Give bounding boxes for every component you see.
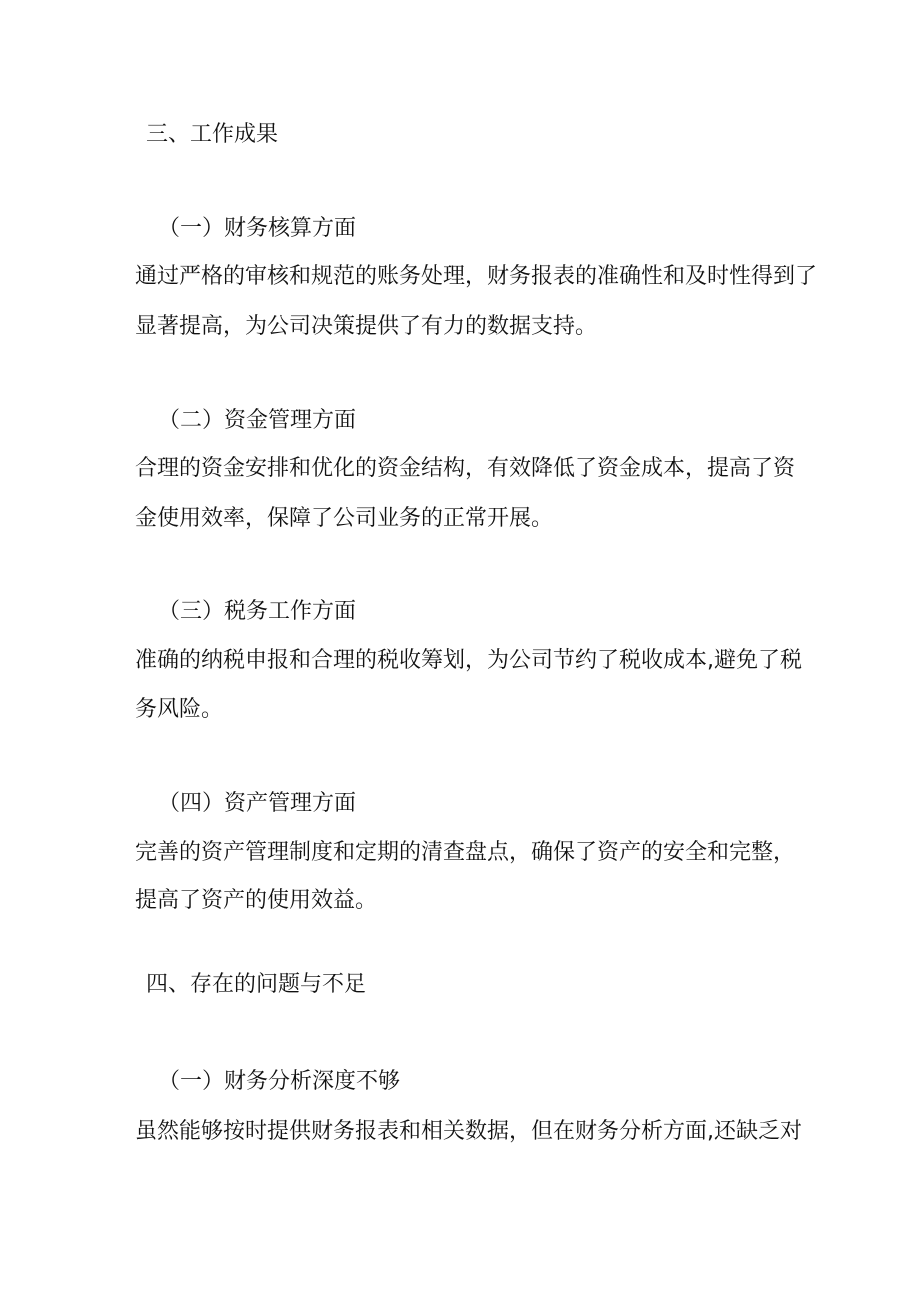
paragraph-line: 合理的资金安排和优化的资金结构，有效降低了资金成本，提高了资 xyxy=(135,456,796,481)
paragraph-line: 通过严格的审核和规范的账务处理，财务报表的准确性和及时性得到了 xyxy=(135,264,818,289)
section-heading-3: 三、工作成果 xyxy=(146,122,279,147)
section-heading-4: 四、存在的问题与不足 xyxy=(146,972,367,997)
sub-heading-tax: （三）税务工作方面 xyxy=(158,599,357,624)
sub-heading-assets: （四）资产管理方面 xyxy=(158,791,357,816)
paragraph-line: 提高了资产的使用效益。 xyxy=(135,888,378,913)
sub-heading-analysis: （一）财务分析深度不够 xyxy=(158,1069,401,1094)
paragraph-line: 准确的纳税申报和合理的税收筹划，为公司节约了税收成本,避免了税 xyxy=(135,648,802,673)
paragraph-line: 务风险。 xyxy=(135,697,224,722)
paragraph-line: 完善的资产管理制度和定期的清查盘点，确保了资产的安全和完整， xyxy=(135,840,796,865)
paragraph-line: 显著提高，为公司决策提供了有力的数据支持。 xyxy=(135,314,598,339)
paragraph-line: 虽然能够按时提供财务报表和相关数据，但在财务分析方面,还缺乏对 xyxy=(135,1119,802,1144)
sub-heading-accounting: （一）财务核算方面 xyxy=(158,216,357,241)
sub-heading-funds: （二）资金管理方面 xyxy=(158,408,357,433)
paragraph-line: 金使用效率，保障了公司业务的正常开展。 xyxy=(135,506,554,531)
